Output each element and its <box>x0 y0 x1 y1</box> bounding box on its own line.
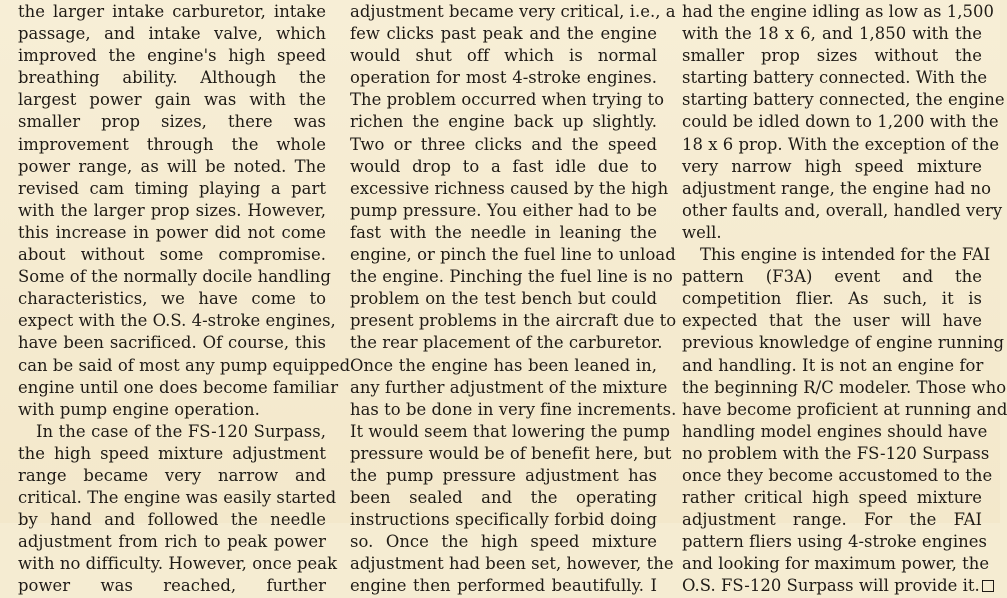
text-line: by hand and followed the needle <box>18 510 326 530</box>
text-line: fast with the needle in leaning the <box>350 222 657 242</box>
text-line: would drop to a fast idle due to <box>350 156 657 176</box>
text-line: adjustment range. For the FAI <box>682 510 982 530</box>
text-line: pressure would be of benefit here, but <box>350 443 672 463</box>
text-line: engine then performed beautifully. I <box>350 576 657 596</box>
text-line: with the 18 x 6, and 1,850 with the <box>682 24 982 44</box>
text-line: have become proficient at running and <box>682 399 1007 419</box>
text-line: revised cam timing playing a part <box>18 178 326 198</box>
text-line: smaller prop sizes, there was <box>18 112 326 132</box>
text-line: the rear placement of the carburetor. <box>350 333 663 353</box>
text-line: so. Once the high speed mixture <box>350 532 657 552</box>
text-line: once they become accustomed to the <box>682 465 993 485</box>
text-line: other faults and, overall, handled very <box>682 200 1003 220</box>
text-line: been sealed and the operating <box>350 488 657 508</box>
text-line: improvement through the whole <box>18 134 326 154</box>
text-line: characteristics, we have come to <box>18 289 326 309</box>
text-line: have been sacrificed. Of course, this <box>18 333 326 353</box>
text-column-1 <box>18 1 351 598</box>
text-line: handling model engines should have <box>682 421 988 441</box>
text-line: and handling. It is not an engine for <box>682 355 984 375</box>
text-line: Two or three clicks and the speed <box>350 134 657 154</box>
text-line: would shut off which is normal <box>350 46 657 66</box>
final-text-line <box>682 575 982 597</box>
text-line: with the larger prop sizes. However, <box>18 200 326 220</box>
text-line: rather critical high speed mixture <box>682 488 982 508</box>
text-line: The problem occurred when trying to <box>350 90 665 110</box>
text-line: the pump pressure adjustment has <box>350 465 657 485</box>
text-line: operation for most 4-stroke engines. <box>350 68 657 88</box>
text-line: power range, as will be noted. The <box>18 156 326 176</box>
text-line: starting battery connected, the engine <box>682 90 1005 110</box>
text-line: could be idled down to 1,200 with the <box>682 112 999 132</box>
end-of-article-icon <box>982 580 994 592</box>
text-line: any further adjustment of the mixture <box>350 377 668 397</box>
text-line: adjustment range, the engine had no <box>682 178 991 198</box>
text-line: critical. The engine was easily started <box>18 488 337 508</box>
text-line: present problems in the aircraft due to <box>350 311 677 331</box>
text-line: improved the engine's high speed <box>18 46 326 66</box>
text-line: and looking for maximum power, the <box>682 554 990 574</box>
text-line: well. <box>682 222 722 242</box>
text-line: 18 x 6 prop. With the exception of the <box>682 134 1000 154</box>
text-line: with pump engine operation. <box>18 399 260 419</box>
text-line: largest power gain was with the <box>18 90 326 110</box>
text-line: had the engine idling as low as 1,500 <box>682 2 994 21</box>
text-line: has to be done in very fine increments. <box>350 399 677 419</box>
text-line: adjustment became very critical, i.e., a <box>350 2 676 21</box>
text-line: starting battery connected. With the <box>682 68 988 88</box>
text-line: smaller prop sizes without the <box>682 46 982 66</box>
text-column-2 <box>350 1 677 598</box>
text-line: with no difficulty. However, once peak <box>18 554 338 574</box>
text-line: the engine. Pinching the fuel line is no <box>350 267 673 287</box>
text-line: adjustment from rich to peak power <box>18 532 326 552</box>
text-line: no problem with the FS-120 Surpass <box>682 443 990 463</box>
text-line: this increase in power did not come <box>18 222 326 242</box>
text-line: pattern (F3A) event and the <box>682 267 982 287</box>
text-line: previous knowledge of engine running <box>682 333 1004 353</box>
text-line: instructions specifically forbid doing <box>350 510 657 530</box>
text-line: This engine is intended for the FAI <box>700 245 991 265</box>
text-line: richen the engine back up slightly. <box>350 112 657 132</box>
text-column-3 <box>682 1 1007 598</box>
text-line: pump pressure. You either had to be <box>350 200 657 220</box>
text-line: excessive richness caused by the high <box>350 178 669 198</box>
text-line: expected that the user will have <box>682 311 982 331</box>
text-line: engine until one does become familiar <box>18 377 339 397</box>
text-line: competition flier. As such, it is <box>682 289 982 309</box>
text-line: the larger intake carburetor, intake <box>18 2 326 21</box>
text-line: Once the engine has been leaned in, <box>350 355 657 375</box>
text-line: range became very narrow and <box>18 465 326 485</box>
text-line: the high speed mixture adjustment <box>18 443 326 463</box>
text-line: breathing ability. Although the <box>18 68 326 88</box>
text-line: In the case of the FS-120 Surpass, <box>36 421 326 441</box>
text-line: power was reached, further <box>18 576 326 596</box>
text-line: engine, or pinch the fuel line to unload <box>350 245 676 265</box>
text-line: O.S. FS-120 Surpass will provide it. <box>682 576 980 596</box>
text-line: can be said of most any pump equipped <box>18 355 351 375</box>
text-line: adjustment had been set, however, the <box>350 554 674 574</box>
text-line: problem on the test bench but could <box>350 289 657 309</box>
text-line: Some of the normally docile handling <box>18 267 331 287</box>
text-line: expect with the O.S. 4-stroke engines, <box>18 311 336 331</box>
text-line: very narrow high speed mixture <box>682 156 982 176</box>
text-line: pattern fliers using 4-stroke engines <box>682 532 987 552</box>
text-line: the beginning R/C modeler. Those who <box>682 377 1007 397</box>
text-line: It would seem that lowering the pump <box>350 421 671 441</box>
text-line: about without some compromise. <box>18 245 326 265</box>
text-line: few clicks past peak and the engine <box>350 24 657 44</box>
text-line: passage, and intake valve, which <box>18 24 326 44</box>
